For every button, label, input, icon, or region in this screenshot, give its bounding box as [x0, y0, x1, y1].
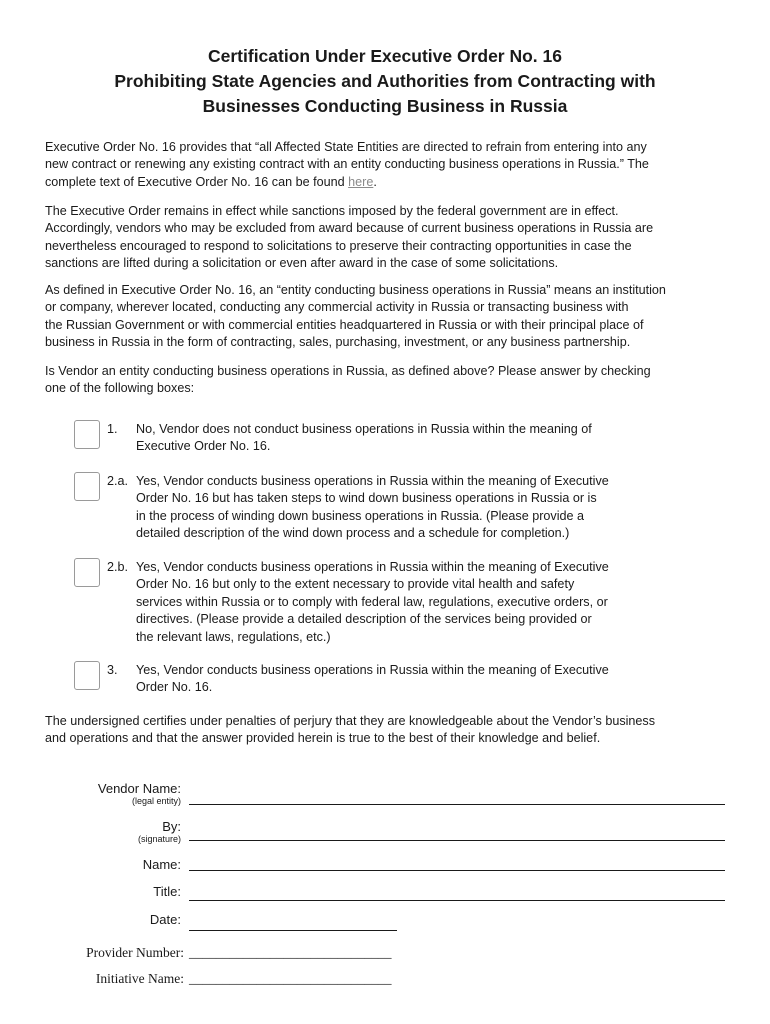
date-label: Date:: [149, 912, 181, 927]
executive-order-link[interactable]: here: [348, 174, 374, 189]
name-label: Name:: [142, 857, 181, 872]
option-2b-line: Yes, Vendor conducts business operations in Russia within the meaning of Executive: [136, 560, 609, 574]
effect-paragraph: [45, 203, 725, 273]
option-1-text: [136, 421, 592, 456]
certification-line-2: and operations and that the answer provided herein is true to the best of their knowledge and belief.: [45, 731, 601, 746]
option-3-text: [136, 662, 609, 697]
question-line-2: one of the following boxes:: [45, 381, 195, 396]
intro-line-3: [45, 174, 725, 191]
option-1-number: 1.: [107, 422, 118, 436]
definition-line-3: the Russian Government or with commercial entities headquartered in Russia or with their principal place of: [45, 317, 644, 332]
signature-field[interactable]: [189, 822, 725, 841]
by-label: By:: [162, 819, 181, 834]
title-line-2: Prohibiting State Agencies and Authorities from Contracting with: [114, 71, 656, 91]
option-2a-text: [136, 473, 609, 543]
option-2b-checkbox[interactable]: [74, 558, 100, 587]
option-2a-number: 2.a.: [107, 474, 129, 488]
option-2b-line: the relevant laws, regulations, etc.): [136, 629, 331, 644]
intro-line-1: Executive Order No. 16 provides that “all Affected State Entities are directed to refrain from entering into any: [45, 140, 647, 154]
title-field[interactable]: [189, 882, 725, 901]
option-3-line: Order No. 16.: [136, 680, 213, 695]
option-3-number: 3.: [107, 663, 118, 677]
title-line-3: Businesses Conducting Business in Russia: [202, 96, 568, 116]
option-2b-line: services within Russia or to comply with federal law, regulations, executive orders, or: [136, 594, 608, 609]
vendor-name-sublabel: (legal entity): [131, 796, 181, 806]
option-2a-line: in the process of winding down business operations in Russia. (Please provide a: [136, 508, 585, 523]
option-2a-line: Order No. 16 but has taken steps to wind down business operations in Russia or is: [136, 491, 597, 506]
option-2a-line: Yes, Vendor conducts business operations in Russia within the meaning of Executive: [136, 474, 609, 488]
option-1-checkbox[interactable]: [74, 420, 100, 449]
option-1-line: No, Vendor does not conduct business operations in Russia within the meaning of: [136, 422, 592, 436]
initiative-name-field[interactable]: ______________________________: [189, 971, 392, 986]
provider-number-label: Provider Number:: [86, 945, 184, 960]
intro-paragraph: [45, 139, 725, 191]
date-field[interactable]: [189, 912, 397, 931]
definition-line-4: business in Russia in the form of contracting, sales, purchasing, investment, or any business partnership.: [45, 335, 631, 350]
vendor-name-label: Vendor Name:: [97, 781, 181, 796]
option-3-checkbox[interactable]: [74, 661, 100, 690]
option-2b-text: [136, 559, 609, 646]
provider-number-field[interactable]: ______________________________: [189, 945, 392, 960]
by-sublabel: (signature): [137, 834, 181, 844]
definition-line-1: As defined in Executive Order No. 16, an “entity conducting business operations in Russia” means an institution: [45, 283, 666, 297]
effect-line-3: nevertheless encouraged to respond to solicitations to preserve their contracting opportunities in case the: [45, 238, 632, 253]
certification-paragraph: [45, 713, 725, 748]
intro-line-2: new contract or renewing any existing contract with an entity conducting business operations in Russia.” The: [45, 157, 649, 172]
name-field[interactable]: [189, 852, 725, 871]
option-2b-line: directives. (Please provide a detailed description of the services being provided or: [136, 612, 592, 627]
definition-line-2: or company, wherever located, conducting any commercial activity in Russia or transacting business with: [45, 300, 629, 315]
question-paragraph: [45, 363, 725, 398]
effect-line-4: sanctions are lifted during a solicitation or even after award in the case of some solicitations.: [45, 256, 559, 271]
intro-line-3-end: .: [373, 174, 377, 189]
option-3-line: Yes, Vendor conducts business operations in Russia within the meaning of Executive: [136, 663, 609, 677]
option-2a-checkbox[interactable]: [74, 472, 100, 501]
option-2b-line: Order No. 16 but only to the extent necessary to provide vital health and safety: [136, 577, 575, 592]
title-line-1: Certification Under Executive Order No. 16: [208, 46, 562, 66]
question-line-1: Is Vendor an entity conducting business operations in Russia, as defined above? Please answer by checking: [45, 364, 651, 378]
definition-paragraph: [45, 282, 725, 352]
option-2a-line: detailed description of the wind down process and a schedule for completion.): [136, 526, 570, 541]
option-2b-number: 2.b.: [107, 560, 129, 574]
intro-line-3-text: complete text of Executive Order No. 16 can be found: [45, 174, 349, 189]
option-1-line: Executive Order No. 16.: [136, 439, 271, 454]
effect-line-1: The Executive Order remains in effect while sanctions imposed by the federal government are in effect.: [45, 204, 619, 218]
certification-line-1: The undersigned certifies under penalties of perjury that they are knowledgeable about the Vendor’s business: [45, 714, 656, 728]
title-label: Title:: [153, 884, 181, 899]
vendor-name-field[interactable]: [189, 786, 725, 805]
effect-line-2: Accordingly, vendors who may be excluded from award because of current business operations in Russia are: [45, 221, 654, 236]
document-title: [40, 44, 730, 119]
initiative-name-label: Initiative Name:: [95, 971, 184, 986]
